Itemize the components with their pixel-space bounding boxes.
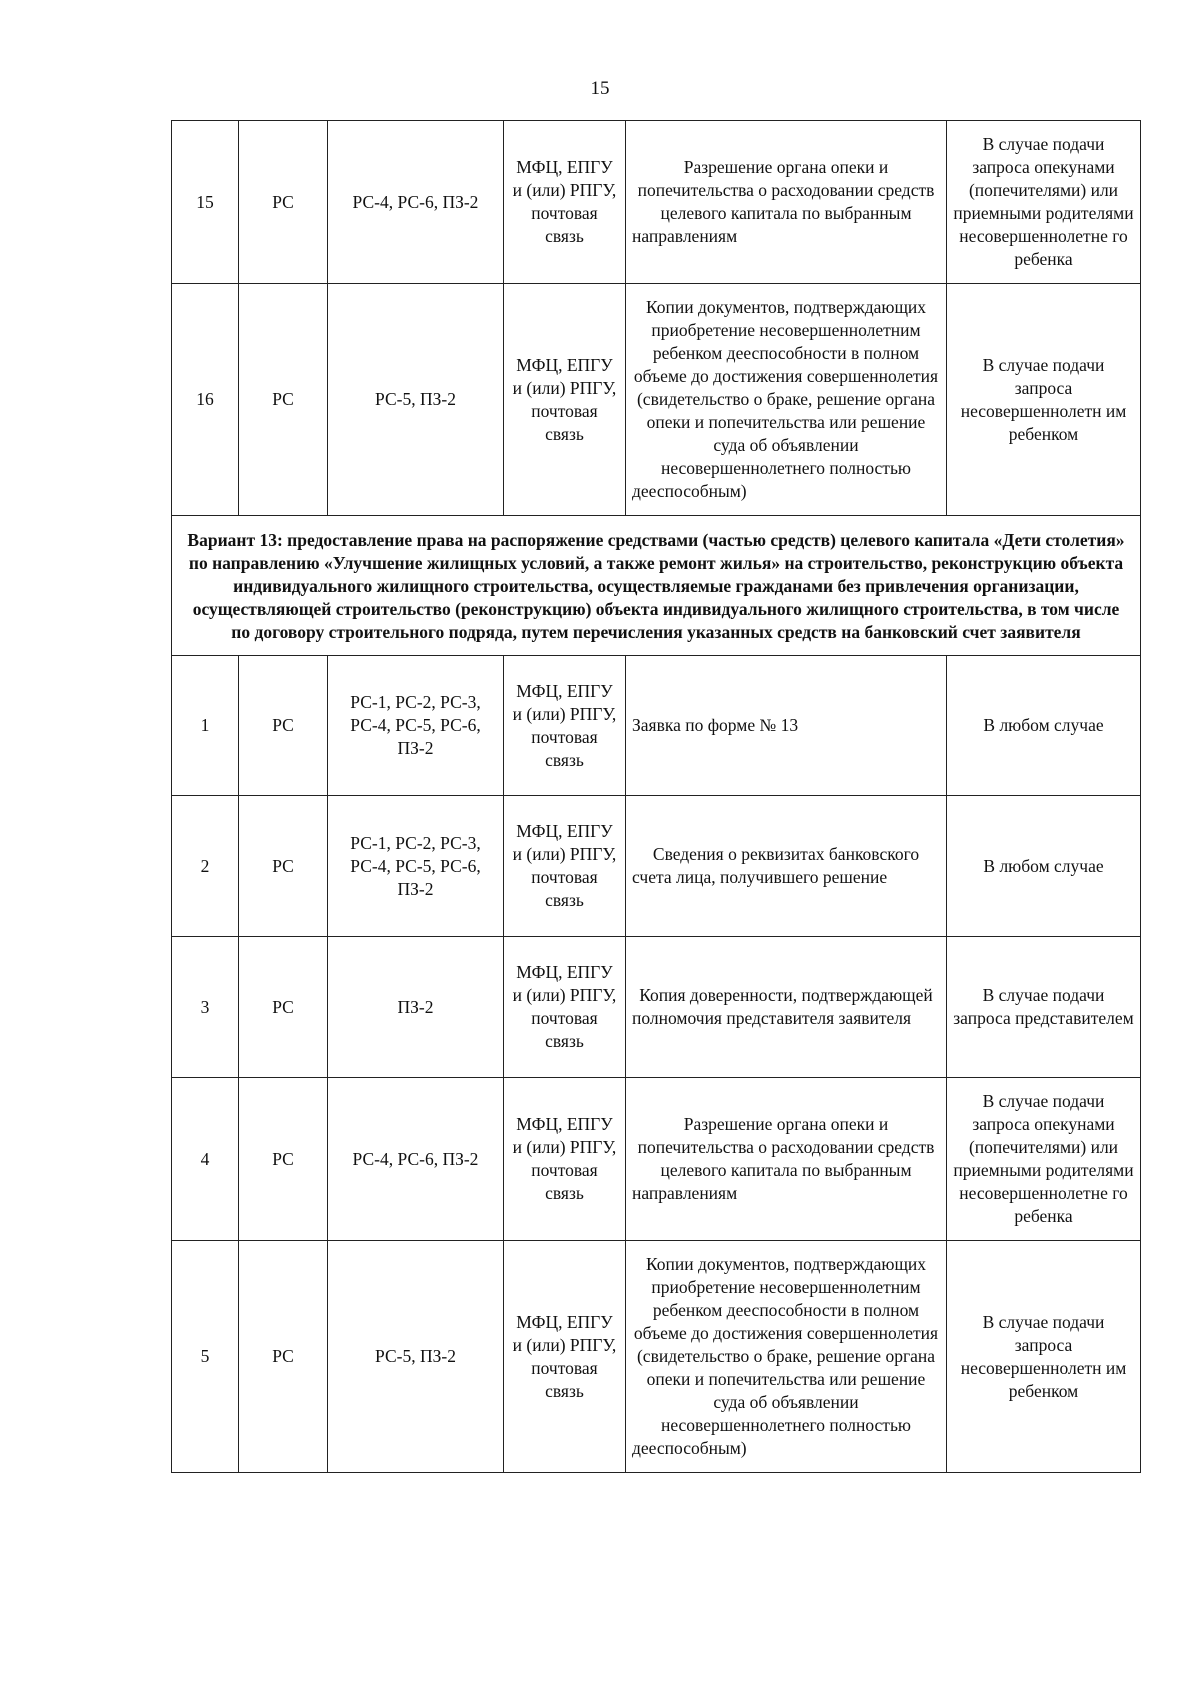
document-name: Копии документов, подтверждающих приобретение несовершеннолетним ребенком дееспособности в полном объеме до достижения совершеннолетия (свидетельство о браке, решение органа опеки и попечительства или решение суда об объявлении несовершеннолетнего полностью дееспособным) bbox=[626, 1241, 947, 1473]
submission-channels: МФЦ, ЕПГУ и (или) РПГУ, почтовая связь bbox=[504, 284, 626, 516]
result-type: РС bbox=[239, 1078, 328, 1241]
submission-channels: МФЦ, ЕПГУ и (или) РПГУ, почтовая связь bbox=[504, 1241, 626, 1473]
document-name: Разрешение органа опеки и попечительства о расходовании средств целевого капитала по выбранным направлениям bbox=[626, 121, 947, 284]
variant-heading-row bbox=[172, 516, 1141, 656]
submission-channels: МФЦ, ЕПГУ и (или) РПГУ, почтовая связь bbox=[504, 121, 626, 284]
table-row bbox=[172, 284, 1141, 516]
criteria-codes: РС-1, РС-2, РС-3, РС-4, РС-5, РС-6, ПЗ-2 bbox=[328, 796, 504, 937]
table-row bbox=[172, 1078, 1141, 1241]
table-row bbox=[172, 1241, 1141, 1473]
criteria-codes: ПЗ-2 bbox=[328, 937, 504, 1078]
document-name: Копия доверенности, подтверждающей полномочия представителя заявителя bbox=[626, 937, 947, 1078]
submission-condition: В случае подачи запроса представителем bbox=[947, 937, 1141, 1078]
row-number: 16 bbox=[172, 284, 239, 516]
submission-condition: В случае подачи запроса опекунами (попечителями) или приемными родителями несовершеннолетне го ребенка bbox=[947, 121, 1141, 284]
submission-condition: В любом случае bbox=[947, 656, 1141, 796]
row-number: 15 bbox=[172, 121, 239, 284]
submission-channels: МФЦ, ЕПГУ и (или) РПГУ, почтовая связь bbox=[504, 937, 626, 1078]
document-name: Сведения о реквизитах банковского счета лица, получившего решение bbox=[626, 796, 947, 937]
submission-condition: В случае подачи запроса опекунами (попечителями) или приемными родителями несовершеннолетне го ребенка bbox=[947, 1078, 1141, 1241]
submission-condition: В любом случае bbox=[947, 796, 1141, 937]
table-row bbox=[172, 656, 1141, 796]
document-name: Заявка по форме № 13 bbox=[626, 656, 947, 796]
table-row bbox=[172, 796, 1141, 937]
result-type: РС bbox=[239, 1241, 328, 1473]
row-number: 1 bbox=[172, 656, 239, 796]
result-type: РС bbox=[239, 284, 328, 516]
document-name: Разрешение органа опеки и попечительства о расходовании средств целевого капитала по выбранным направлениям bbox=[626, 1078, 947, 1241]
criteria-codes: РС-4, РС-6, ПЗ-2 bbox=[328, 1078, 504, 1241]
submission-channels: МФЦ, ЕПГУ и (или) РПГУ, почтовая связь bbox=[504, 656, 626, 796]
row-number: 4 bbox=[172, 1078, 239, 1241]
row-number: 5 bbox=[172, 1241, 239, 1473]
table-row bbox=[172, 937, 1141, 1078]
result-type: РС bbox=[239, 937, 328, 1078]
row-number: 2 bbox=[172, 796, 239, 937]
variant-heading: Вариант 13: предоставление права на распоряжение средствами (частью средств) целевого капитала «Дети столетия» по направлению «Улучшение жилищных условий, а также ремонт жилья» на строительство, реконструкцию объекта индивидуального жилищного строительства, осуществляемые гражданами без привлечения организации, осуществляющей строительство (реконструкцию) объекта индивидуального жилищного строительства, в том числе по договору строительного подряда, путем перечисления указанных средств на банковский счет заявителя bbox=[172, 516, 1141, 656]
row-number: 3 bbox=[172, 937, 239, 1078]
submission-condition: В случае подачи запроса несовершеннолетн им ребенком bbox=[947, 284, 1141, 516]
criteria-codes: РС-1, РС-2, РС-3, РС-4, РС-5, РС-6, ПЗ-2 bbox=[328, 656, 504, 796]
result-type: РС bbox=[239, 121, 328, 284]
submission-channels: МФЦ, ЕПГУ и (или) РПГУ, почтовая связь bbox=[504, 796, 626, 937]
result-type: РС bbox=[239, 656, 328, 796]
submission-condition: В случае подачи запроса несовершеннолетн им ребенком bbox=[947, 1241, 1141, 1473]
criteria-codes: РС-4, РС-6, ПЗ-2 bbox=[328, 121, 504, 284]
submission-channels: МФЦ, ЕПГУ и (или) РПГУ, почтовая связь bbox=[504, 1078, 626, 1241]
table-row bbox=[172, 121, 1141, 284]
documents-table bbox=[171, 120, 1141, 1473]
criteria-codes: РС-5, ПЗ-2 bbox=[328, 1241, 504, 1473]
document-name: Копии документов, подтверждающих приобретение несовершеннолетним ребенком дееспособности в полном объеме до достижения совершеннолетия (свидетельство о браке, решение органа опеки и попечительства или решение суда об объявлении несовершеннолетнего полностью дееспособным) bbox=[626, 284, 947, 516]
criteria-codes: РС-5, ПЗ-2 bbox=[328, 284, 504, 516]
page-number: 15 bbox=[590, 78, 610, 99]
result-type: РС bbox=[239, 796, 328, 937]
